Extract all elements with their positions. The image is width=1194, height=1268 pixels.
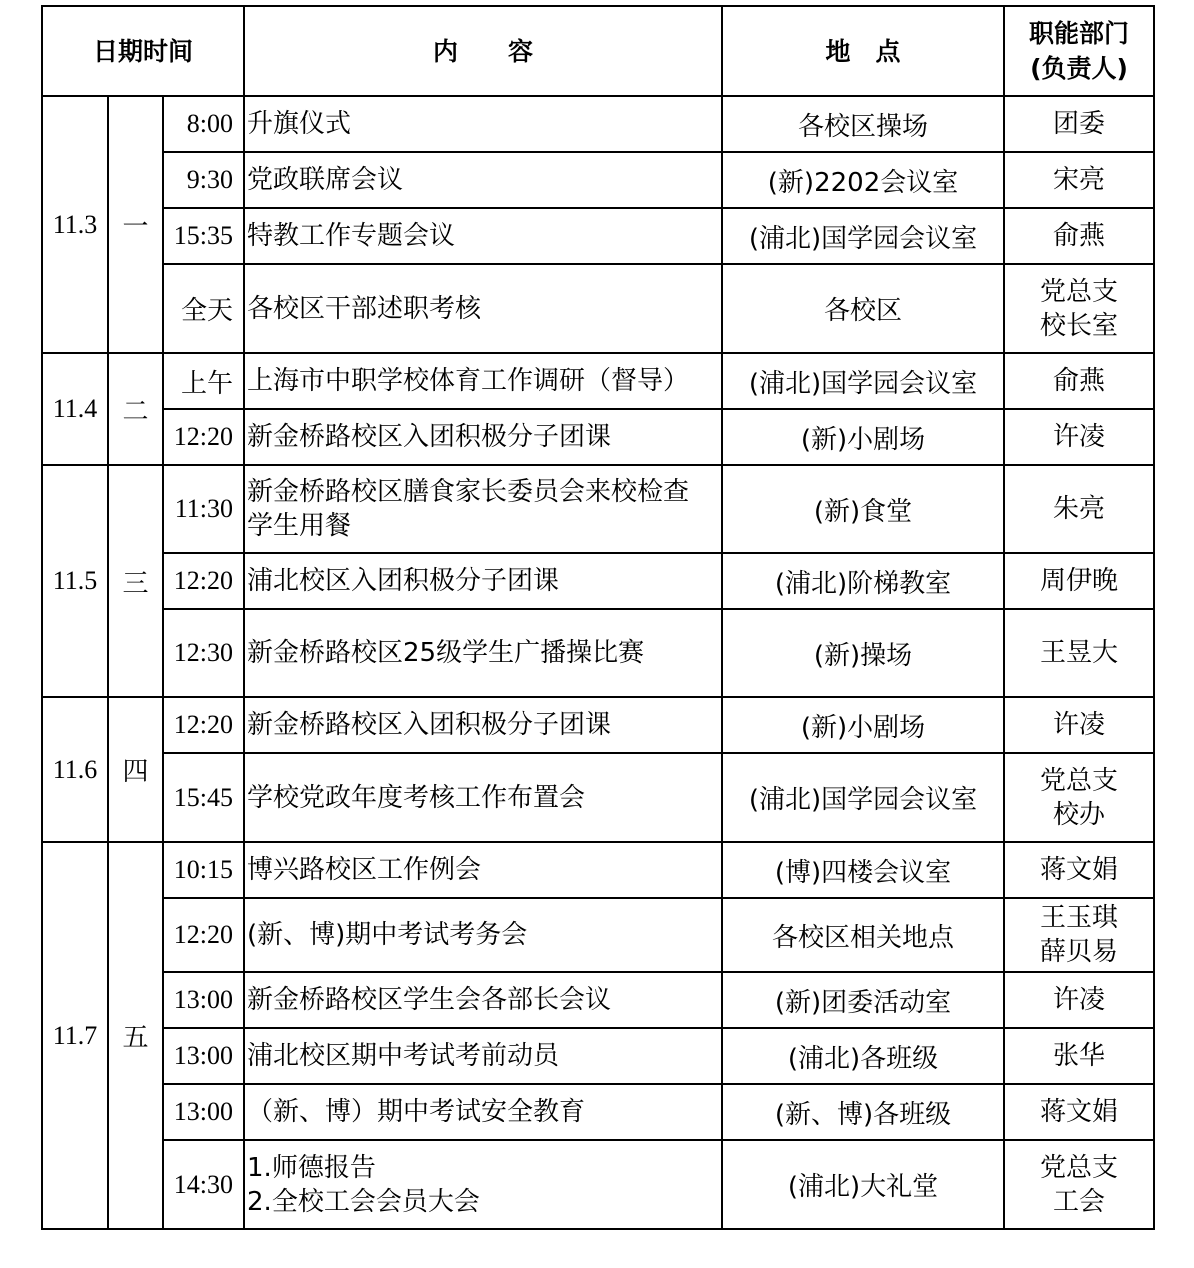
content-cell [244, 1140, 722, 1229]
responsible-cell: 许凌 [1004, 409, 1154, 465]
responsible-cell: 张华 [1004, 1028, 1154, 1084]
location-cell: (浦北)阶梯教室 [722, 553, 1004, 609]
location-cell: (新)小剧场 [722, 409, 1004, 465]
content-cell: 浦北校区入团积极分子团课 [244, 553, 722, 609]
table-row [42, 465, 1154, 553]
responsible-line: 薛贝易 [1040, 937, 1119, 967]
schedule-table [41, 5, 1155, 1230]
content-cell: 党政联席会议 [244, 152, 722, 208]
responsible-line: 工会 [1053, 1186, 1106, 1217]
weekday-cell: 二 [108, 353, 163, 465]
location-cell: (新)小剧场 [722, 697, 1004, 753]
content-cell [244, 465, 722, 553]
responsible-line: 校办 [1053, 799, 1106, 830]
table-row [42, 409, 1154, 465]
content-cell: 特教工作专题会议 [244, 208, 722, 264]
content-cell: 博兴路校区工作例会 [244, 842, 722, 898]
content-cell: 浦北校区期中考试考前动员 [244, 1028, 722, 1084]
time-cell: 全天 [163, 264, 244, 353]
responsible-line: 党总支 [1040, 276, 1119, 307]
responsible-cell [1004, 264, 1154, 353]
table-row [42, 609, 1154, 697]
location-cell: (浦北)大礼堂 [722, 1140, 1004, 1229]
content-cell: 新金桥路校区入团积极分子团课 [244, 697, 722, 753]
header-datetime: 日期时间 [42, 6, 244, 96]
weekday-cell: 三 [108, 465, 163, 697]
location-cell: (博)四楼会议室 [722, 842, 1004, 898]
time-cell: 12:20 [163, 553, 244, 609]
table-row [42, 898, 1154, 972]
responsible-line: 王玉琪 [1040, 903, 1119, 933]
table-row [42, 1084, 1154, 1140]
time-cell: 13:00 [163, 1028, 244, 1084]
header-dept-line1: 职能部门 [1029, 19, 1130, 48]
responsible-cell [1004, 1140, 1154, 1229]
table-row [42, 553, 1154, 609]
date-cell: 11.6 [42, 697, 108, 842]
time-cell: 13:00 [163, 972, 244, 1028]
responsible-line: 党总支 [1040, 765, 1119, 796]
time-cell: 8:00 [163, 96, 244, 152]
location-cell: (浦北)各班级 [722, 1028, 1004, 1084]
table-row [42, 1028, 1154, 1084]
weekday-cell: 四 [108, 697, 163, 842]
table-row [42, 353, 1154, 409]
content-cell: 新金桥路校区入团积极分子团课 [244, 409, 722, 465]
table-row [42, 96, 1154, 152]
date-cell: 11.5 [42, 465, 108, 697]
responsible-cell: 宋亮 [1004, 152, 1154, 208]
table-row [42, 264, 1154, 353]
content-cell: （新、博）期中考试安全教育 [244, 1084, 722, 1140]
location-cell: (新)团委活动室 [722, 972, 1004, 1028]
time-cell: 14:30 [163, 1140, 244, 1229]
responsible-cell: 团委 [1004, 96, 1154, 152]
time-cell: 15:45 [163, 753, 244, 842]
location-cell: (浦北)国学园会议室 [722, 208, 1004, 264]
table-row [42, 842, 1154, 898]
time-cell: 上午 [163, 353, 244, 409]
responsible-cell: 蒋文娟 [1004, 842, 1154, 898]
time-cell: 12:30 [163, 609, 244, 697]
content-cell: 上海市中职学校体育工作调研（督导） [244, 353, 722, 409]
responsible-cell: 蒋文娟 [1004, 1084, 1154, 1140]
content-line: 2.全校工会会员大会 [247, 1186, 480, 1217]
responsible-cell [1004, 753, 1154, 842]
date-cell: 11.4 [42, 353, 108, 465]
time-cell: 11:30 [163, 465, 244, 553]
table-row [42, 152, 1154, 208]
table-row [42, 753, 1154, 842]
header-department [1004, 6, 1154, 96]
location-cell: 各校区相关地点 [722, 898, 1004, 972]
content-cell: 升旗仪式 [244, 96, 722, 152]
responsible-cell: 俞燕 [1004, 353, 1154, 409]
table-row [42, 697, 1154, 753]
time-cell: 12:20 [163, 409, 244, 465]
location-cell: 各校区操场 [722, 96, 1004, 152]
responsible-cell: 许凌 [1004, 697, 1154, 753]
header-row [42, 6, 1154, 96]
content-cell: 新金桥路校区25级学生广播操比赛 [244, 609, 722, 697]
date-cell: 11.7 [42, 842, 108, 1229]
weekday-cell: 一 [108, 96, 163, 353]
table-row [42, 972, 1154, 1028]
responsible-cell: 朱亮 [1004, 465, 1154, 553]
location-cell: (新)操场 [722, 609, 1004, 697]
date-cell: 11.3 [42, 96, 108, 353]
header-dept-line2: (负责人) [1030, 54, 1128, 83]
location-cell: (新)2202会议室 [722, 152, 1004, 208]
responsible-cell: 王昱大 [1004, 609, 1154, 697]
location-cell: (浦北)国学园会议室 [722, 353, 1004, 409]
content-cell: 各校区干部述职考核 [244, 264, 722, 353]
location-cell: (新、博)各班级 [722, 1084, 1004, 1140]
schedule-body [42, 96, 1154, 1229]
time-cell: 15:35 [163, 208, 244, 264]
responsible-line: 党总支 [1040, 1152, 1119, 1183]
table-row [42, 208, 1154, 264]
responsible-cell: 周伊晚 [1004, 553, 1154, 609]
time-cell: 12:20 [163, 697, 244, 753]
content-cell: (新、博)期中考试考务会 [244, 898, 722, 972]
responsible-cell: 许凌 [1004, 972, 1154, 1028]
content-line: 新金桥路校区膳食家长委员会来校检查 [247, 477, 690, 507]
content-cell: 学校党政年度考核工作布置会 [244, 753, 722, 842]
responsible-cell: 俞燕 [1004, 208, 1154, 264]
time-cell: 10:15 [163, 842, 244, 898]
responsible-line: 校长室 [1040, 310, 1119, 341]
weekday-cell: 五 [108, 842, 163, 1229]
location-cell: (浦北)国学园会议室 [722, 753, 1004, 842]
content-line: 学生用餐 [247, 511, 352, 541]
responsible-cell [1004, 898, 1154, 972]
location-cell: 各校区 [722, 264, 1004, 353]
table-row [42, 1140, 1154, 1229]
time-cell: 13:00 [163, 1084, 244, 1140]
location-cell: (新)食堂 [722, 465, 1004, 553]
header-location: 地 点 [722, 6, 1004, 96]
content-line: 1.师德报告 [247, 1152, 376, 1183]
header-content: 内 容 [244, 6, 722, 96]
time-cell: 12:20 [163, 898, 244, 972]
content-cell: 新金桥路校区学生会各部长会议 [244, 972, 722, 1028]
time-cell: 9:30 [163, 152, 244, 208]
